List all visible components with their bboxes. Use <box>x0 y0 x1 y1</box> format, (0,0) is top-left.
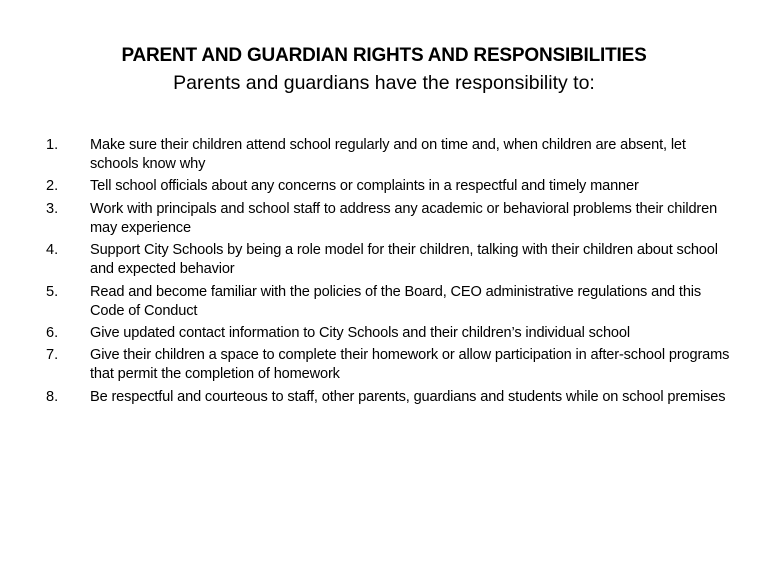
list-item <box>46 200 736 238</box>
list-item <box>46 136 736 174</box>
item-text: Give their children a space to complete their homework or allow participation in after-school programs that permit the completion of homework <box>90 347 730 383</box>
list-item <box>46 177 736 196</box>
item-number: 3. <box>46 200 59 217</box>
list-item <box>46 388 736 407</box>
item-number: 2. <box>46 178 59 195</box>
item-text: Make sure their children attend school regularly and on time and, when children are absent, let schools know why <box>90 137 686 172</box>
responsibilities-list <box>46 136 736 410</box>
item-number: 4. <box>46 242 59 259</box>
list-item <box>46 283 736 321</box>
slide-title: PARENT AND GUARDIAN RIGHTS AND RESPONSIBILITIES <box>121 45 647 66</box>
item-text: Give updated contact information to City Schools and their children’s individual school <box>90 324 630 341</box>
slide-subtitle: Parents and guardians have the responsibility to: <box>173 72 595 94</box>
item-text: Support City Schools by being a role model for their children, talking with their children about school and expected behavior <box>90 242 718 278</box>
list-item <box>46 324 736 343</box>
item-number: 5. <box>46 283 59 300</box>
item-text: Tell school officials about any concerns or complaints in a respectful and timely manner <box>90 178 639 195</box>
item-text: Work with principals and school staff to address any academic or behavioral problems their children may experience <box>90 200 718 236</box>
item-number: 8. <box>46 388 59 405</box>
item-text: Be respectful and courteous to staff, other parents, guardians and students while on school premises <box>90 388 726 405</box>
item-number: 1. <box>46 137 59 153</box>
list-item <box>46 346 736 384</box>
item-text: Read and become familiar with the policies of the Board, CEO administrative regulations and this Code of Conduct <box>90 283 702 319</box>
list-item <box>46 241 736 279</box>
item-number: 7. <box>46 347 59 364</box>
item-number: 6. <box>46 324 59 341</box>
